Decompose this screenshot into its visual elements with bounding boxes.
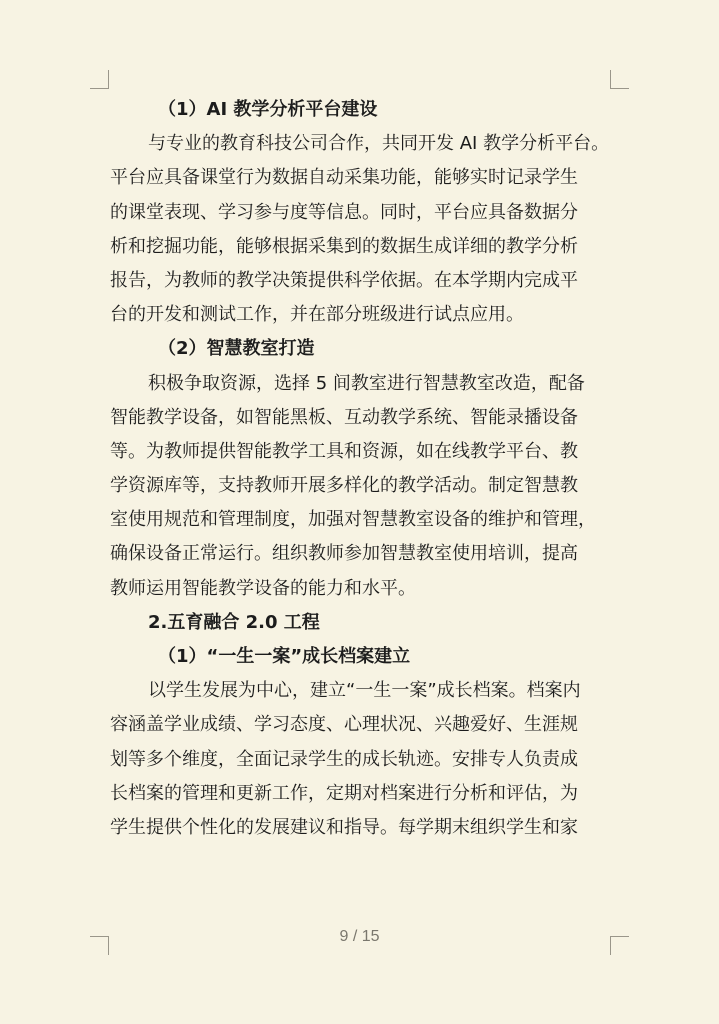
document-body <box>110 93 630 845</box>
paragraph-line: 容涵盖学业成绩、学习态度、心理状况、兴趣爱好、生涯规 <box>110 714 578 736</box>
chapter-heading: 2.五育融合 2.0 工程 <box>148 611 320 633</box>
paragraph-line: 智能教学设备，如智能黑板、互动教学系统、智能录播设备 <box>110 406 578 428</box>
section-heading: （1）“一生一案”成长档案建立 <box>158 646 411 667</box>
paragraph-line: 的课堂表现、学习参与度等信息。同时，平台应具备数据分 <box>110 201 578 223</box>
section-heading: （1）AI 教学分析平台建设 <box>158 99 378 120</box>
paragraph-line: 划等多个维度，全面记录学生的成长轨迹。安排专人负责成 <box>110 748 578 770</box>
paragraph-line: 学资源库等，支持教师开展多样化的教学活动。制定智慧教 <box>110 475 578 497</box>
paragraph-line: 等。为教师提供智能教学工具和资源，如在线教学平台、教 <box>110 440 578 462</box>
paragraph-line: 平台应具备课堂行为数据自动采集功能，能够实时记录学生 <box>110 167 578 189</box>
paragraph-line: 报告，为教师的教学决策提供科学依据。在本学期内完成平 <box>110 269 578 291</box>
paragraph-line: 确保设备正常运行。组织教师参加智慧教室使用培训，提高 <box>110 543 578 565</box>
paragraph-line: 析和挖掘功能，能够根据采集到的数据生成详细的教学分析 <box>110 235 578 257</box>
paragraph-line: 长档案的管理和更新工作，定期对档案进行分析和评估，为 <box>110 782 578 804</box>
section-heading: （2）智慧教室打造 <box>158 338 315 360</box>
corner-mark-top-left <box>90 70 109 89</box>
paragraph-line: 台的开发和测试工作，并在部分班级进行试点应用。 <box>110 304 524 326</box>
corner-mark-top-right <box>610 70 629 89</box>
paragraph-line: 教师运用智能教学设备的能力和水平。 <box>110 577 416 599</box>
paragraph-line: 学生提供个性化的发展建议和指导。每学期末组织学生和家 <box>110 816 578 838</box>
paragraph-line: 积极争取资源，选择 5 间教室进行智慧教室改造，配备 <box>148 372 585 394</box>
page-indicator: 9 / 15 <box>339 928 380 945</box>
paragraph-line: 与专业的教育科技公司合作，共同开发 AI 教学分析平台。 <box>148 133 610 155</box>
paragraph-line: 室使用规范和管理制度，加强对智慧教室设备的维护和管理， <box>110 509 596 531</box>
paragraph-line: 以学生发展为中心，建立“一生一案”成长档案。档案内 <box>148 680 581 702</box>
